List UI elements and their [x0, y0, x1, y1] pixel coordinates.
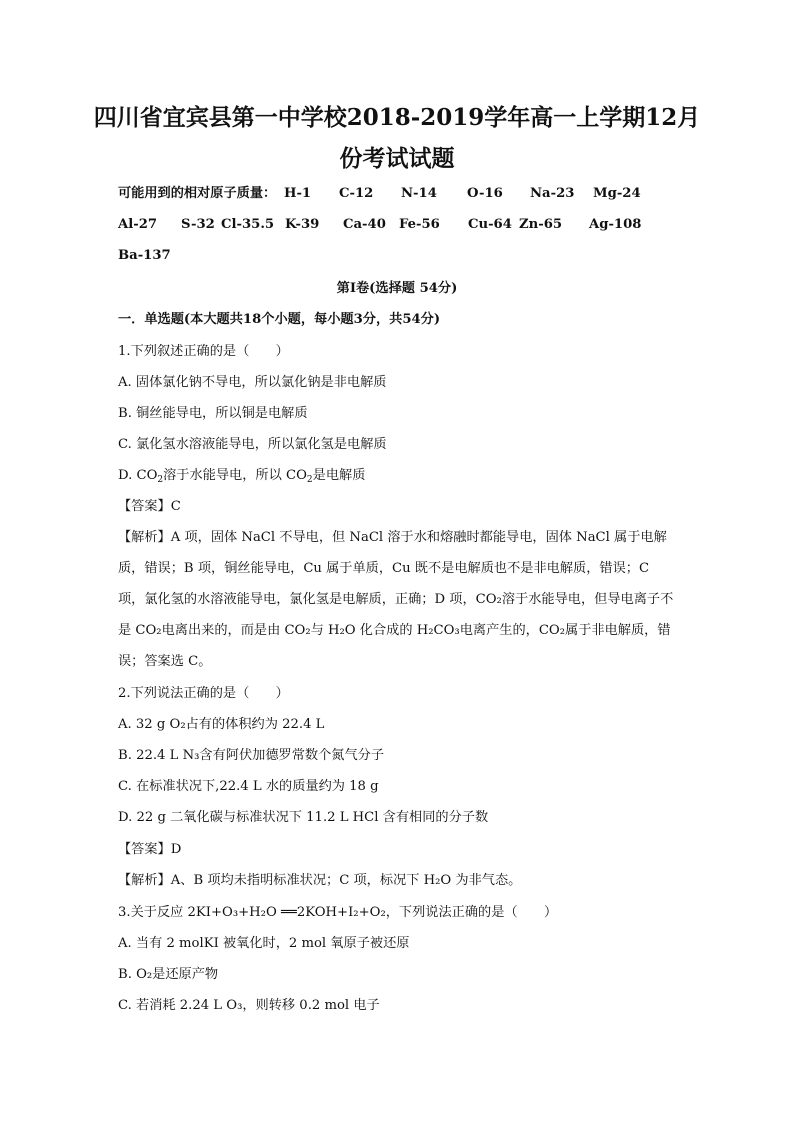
volume-title: 第Ⅰ卷(选择题 54分)	[336, 281, 458, 296]
q1-option-d: D. $CO_2$溶于水能导电，所以 $CO_2$是电解质	[118, 468, 366, 485]
q1-stem: 1.下列叙述正确的是（ ）	[118, 344, 289, 359]
atomic-mass-item: C-12	[339, 186, 374, 201]
q2-stem: 2.下列说法正确的是（ ）	[118, 686, 289, 701]
q3-option-a: A. 当有 2 molKI 被氧化时，2 mol 氧原子被还原	[118, 936, 410, 951]
q3-option-c: C. 若消耗 2.24 L O₃，则转移 0.2 mol 电子	[118, 998, 380, 1013]
atomic-mass-item: S-32	[181, 217, 215, 232]
atomic-mass-item: Mg-24	[593, 186, 641, 201]
section-heading: 一．单选题(本大题共18个小题，每小题3分，共54分)	[118, 312, 441, 327]
atomic-mass-item: Zn-65	[519, 217, 563, 232]
atomic-mass-item: Ag-108	[589, 217, 642, 232]
atomic-mass-item: N-14	[401, 186, 437, 201]
q1-option-a: A. 固体氯化钠不导电，所以氯化钠是非电解质	[118, 375, 387, 390]
atomic-mass-item: H-1	[284, 186, 312, 201]
atomic-mass-item: Ca-40	[343, 217, 386, 232]
atomic-mass-item: Cl-35.5	[221, 217, 275, 232]
atomic-mass-item: Na-23	[530, 186, 575, 201]
q2-option-b: B. 22.4 L N₃含有阿伏加德罗常数个氮气分子	[118, 748, 385, 763]
q1-option-b: B. 铜丝能导电，所以铜是电解质	[118, 406, 308, 421]
atomic-mass-item: Ba-137	[118, 248, 171, 263]
q1-analysis: 【解析】A 项，固体 NaCl 不导电，但 NaCl 溶于水和熔融时都能导电，固体 NaCl 属于电解质，错误；B 项，铜丝能导电，Cu 属于单质，Cu 既不是电解质也不是非电解质，错误；C 项，氯化氢的水溶液能导电，氯化氢是电解质，正确；D 项，CO₂溶于水能导电，但导电离子不是 CO₂电离出来的，而是由 CO₂与 H₂O 化合成的 H₂CO₃电离产生的，CO₂属于非电解质，错误；答案选 C。	[118, 530, 674, 669]
atomic-mass-label: 可能用到的相对原子质量：	[118, 186, 277, 201]
page-title-line2: 份考试试题	[339, 145, 455, 172]
q2-option-c: C. 在标准状况下,22.4 L 水的质量约为 18 g	[118, 779, 379, 794]
atomic-mass-item: Al-27	[118, 217, 158, 232]
atomic-mass-item: Cu-64	[468, 217, 512, 232]
q2-option-d: D. 22 g 二氧化碳与标准状况下 11.2 L HCl 含有相同的分子数	[118, 810, 489, 825]
q3-option-b: B. O₂是还原产物	[118, 967, 219, 982]
atomic-mass-item: O-16	[467, 186, 503, 201]
q2-analysis: 【解析】A、B 项均未指明标准状况；C 项，标况下 H₂O 为非气态。	[118, 873, 522, 888]
q3-stem: 3.关于反应 2KI+O₃+H₂O ══2KOH+I₂+O₂，下列说法正确的是（ ）	[118, 905, 558, 920]
q1-option-c: C. 氯化氢水溶液能导电，所以氯化氢是电解质	[118, 437, 387, 452]
q2-answer: 【答案】D	[118, 842, 182, 857]
atomic-mass-item: Fe-56	[399, 217, 440, 232]
q2-option-a: A. 32 g O₂占有的体积约为 22.4 L	[118, 717, 325, 732]
page-title-line1: 四川省宜宾县第一中学校2018-2019学年高一上学期12月	[93, 104, 701, 131]
atomic-mass-item: K-39	[285, 217, 320, 232]
q1-answer: 【答案】C	[118, 499, 181, 514]
